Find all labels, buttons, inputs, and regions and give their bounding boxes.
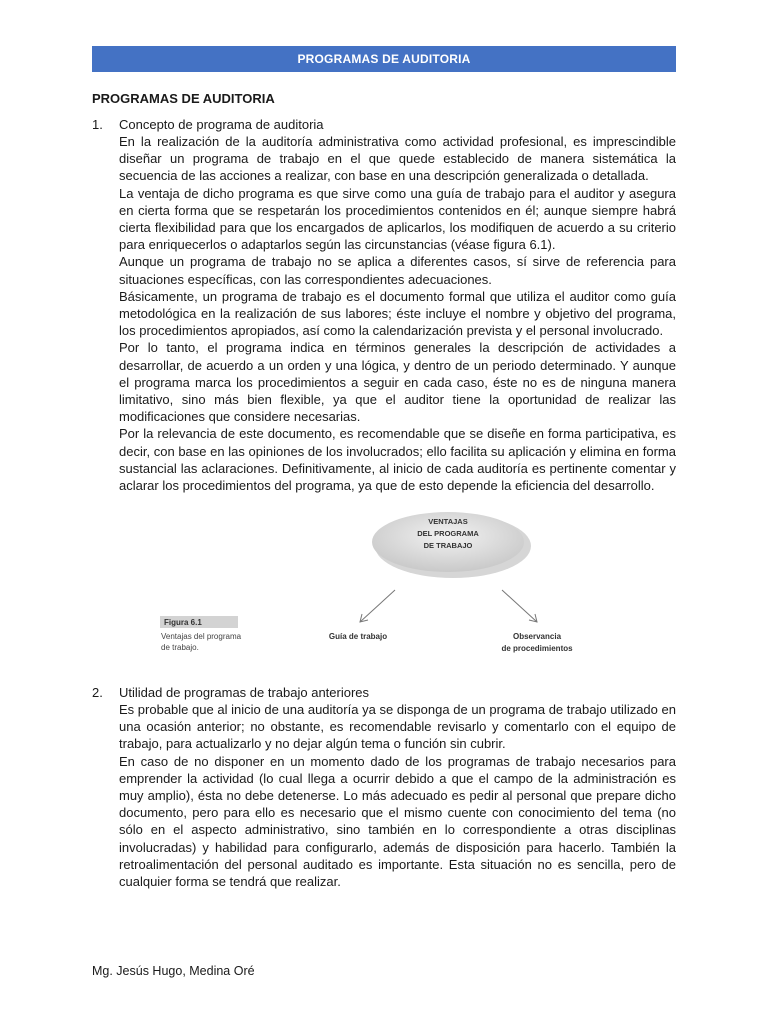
paragraph: Es probable que al inicio de una auditoría ya se disponga de un programa de trabajo utilizado en una ocasión anterior; no obstante, es recomendable revisarlo y comentarlo con el equipo de trabajo, para actualizarlo y no dejar algún tema o función sin cubrir. — [119, 702, 676, 752]
ellipse-line: VENTAJAS — [428, 517, 468, 526]
section-number: 2. — [92, 685, 103, 700]
paragraph: Básicamente, un programa de trabajo es el documento formal que utiliza el auditor como guía metodológica en la realización de sus labores; éste incluye el nombre y objetivo del programa, los procedimientos apropiados, así como la calendarización prevista y el personal involucrado. — [119, 288, 676, 339]
arrow-left — [360, 590, 395, 622]
header-bar-title: PROGRAMAS DE AUDITORIA — [297, 52, 471, 66]
paragraph: Aunque un programa de trabajo no se aplica a diferentes casos, sí sirve de referencia para situaciones específicas, con las correspondientes adecuaciones. — [119, 254, 676, 287]
caption-title: Figura 6.1 — [164, 618, 202, 627]
section-heading — [92, 684, 676, 701]
section-2 — [92, 684, 676, 890]
section-title: Concepto de programa de auditoria — [119, 117, 324, 132]
paragraph: La ventaja de dicho programa es que sirve como una guía de trabajo para el auditor y asegura en cierta forma que se respetarán los procedimientos contenidos en él; aunque siempre habrá cierta flexibilidad para que los encargados de aplicarlos, los modifiquen de acuerdo a su criterio para enriquecerlos o adaptarlos según las circunstancias (véase figura 6.1). — [119, 185, 676, 253]
paragraph: En caso de no disponer en un momento dado de los programas de trabajo necesarios para emprender la actividad (lo cual llega a ocurrir debido a que el campo de la administración es muy amplio), ésta no debe detenerse. Lo más adecuado es pedir al personal que prepare dicho documento, pero para ello es necesario que el mismo cuente con conocimiento del tema (no sólo en el aspecto administrativo, sino también en lo correspondiente a otras disciplinas involucradas) y habilidad para configurarlo, además de disposición para hacerlo. También la retroalimentación del personal auditado es importante. Esta situación no es sencilla, pero de cualquier forma se tendrá que realizar. — [119, 753, 676, 890]
branch-label-left: Guía de trabajo — [328, 632, 388, 641]
caption-line: Ventajas del programa — [161, 632, 242, 641]
paragraph: En la realización de la auditoría administrativa como actividad profesional, es imprescindible diseñar un programa de trabajo en el que quede establecido de manera sistemática la secuencia de las acciones a realizar, con base en una descripción generalizada o detallada. — [119, 134, 676, 184]
figure-diagram — [150, 506, 590, 666]
ellipse-line: DE TRABAJO — [423, 541, 473, 550]
caption-line: de trabajo. — [161, 643, 199, 652]
figure-6-1 — [150, 506, 590, 666]
header-bar — [92, 46, 676, 72]
section-1 — [92, 116, 676, 494]
ellipse-line: DEL PROGRAMA — [417, 529, 479, 538]
branch-label-right: Observancia — [512, 632, 562, 641]
section-number: 1. — [92, 117, 103, 132]
section-body — [119, 701, 676, 890]
branch-label-right: de procedimientos — [501, 644, 573, 653]
section-heading — [92, 116, 676, 133]
section-title: Utilidad de programas de trabajo anteriores — [119, 685, 370, 700]
arrow-right — [502, 590, 537, 622]
paragraph: Por lo tanto, el programa indica en términos generales la descripción de actividades a desarrollar, de acuerdo a un orden y una lógica, y dentro de un periodo determinado. Y aunque el programa marca los procedimientos a seguir en cada caso, éste no es de ninguna manera limitativo, sino más bien flexible, ya que el auditor tiene la oportunidad de realizar las modificaciones que considere necesarias. — [119, 340, 676, 425]
document-title: PROGRAMAS DE AUDITORIA — [92, 91, 275, 106]
paragraph: Por la relevancia de este documento, es recomendable que se diseñe en forma participativa, es decir, con base en las opiniones de los involucrados; ello facilita su aplicación y elimina en forma sustancial las aclaraciones. Definitivamente, al inicio de cada auditoría es pertinente comentar y aclarar los procedimientos del programa, ya que de esto depende la eficiencia del desarrollo. — [119, 426, 676, 494]
footer-author: Mg. Jesús Hugo, Medina Oré — [92, 964, 255, 978]
section-body — [119, 133, 676, 494]
